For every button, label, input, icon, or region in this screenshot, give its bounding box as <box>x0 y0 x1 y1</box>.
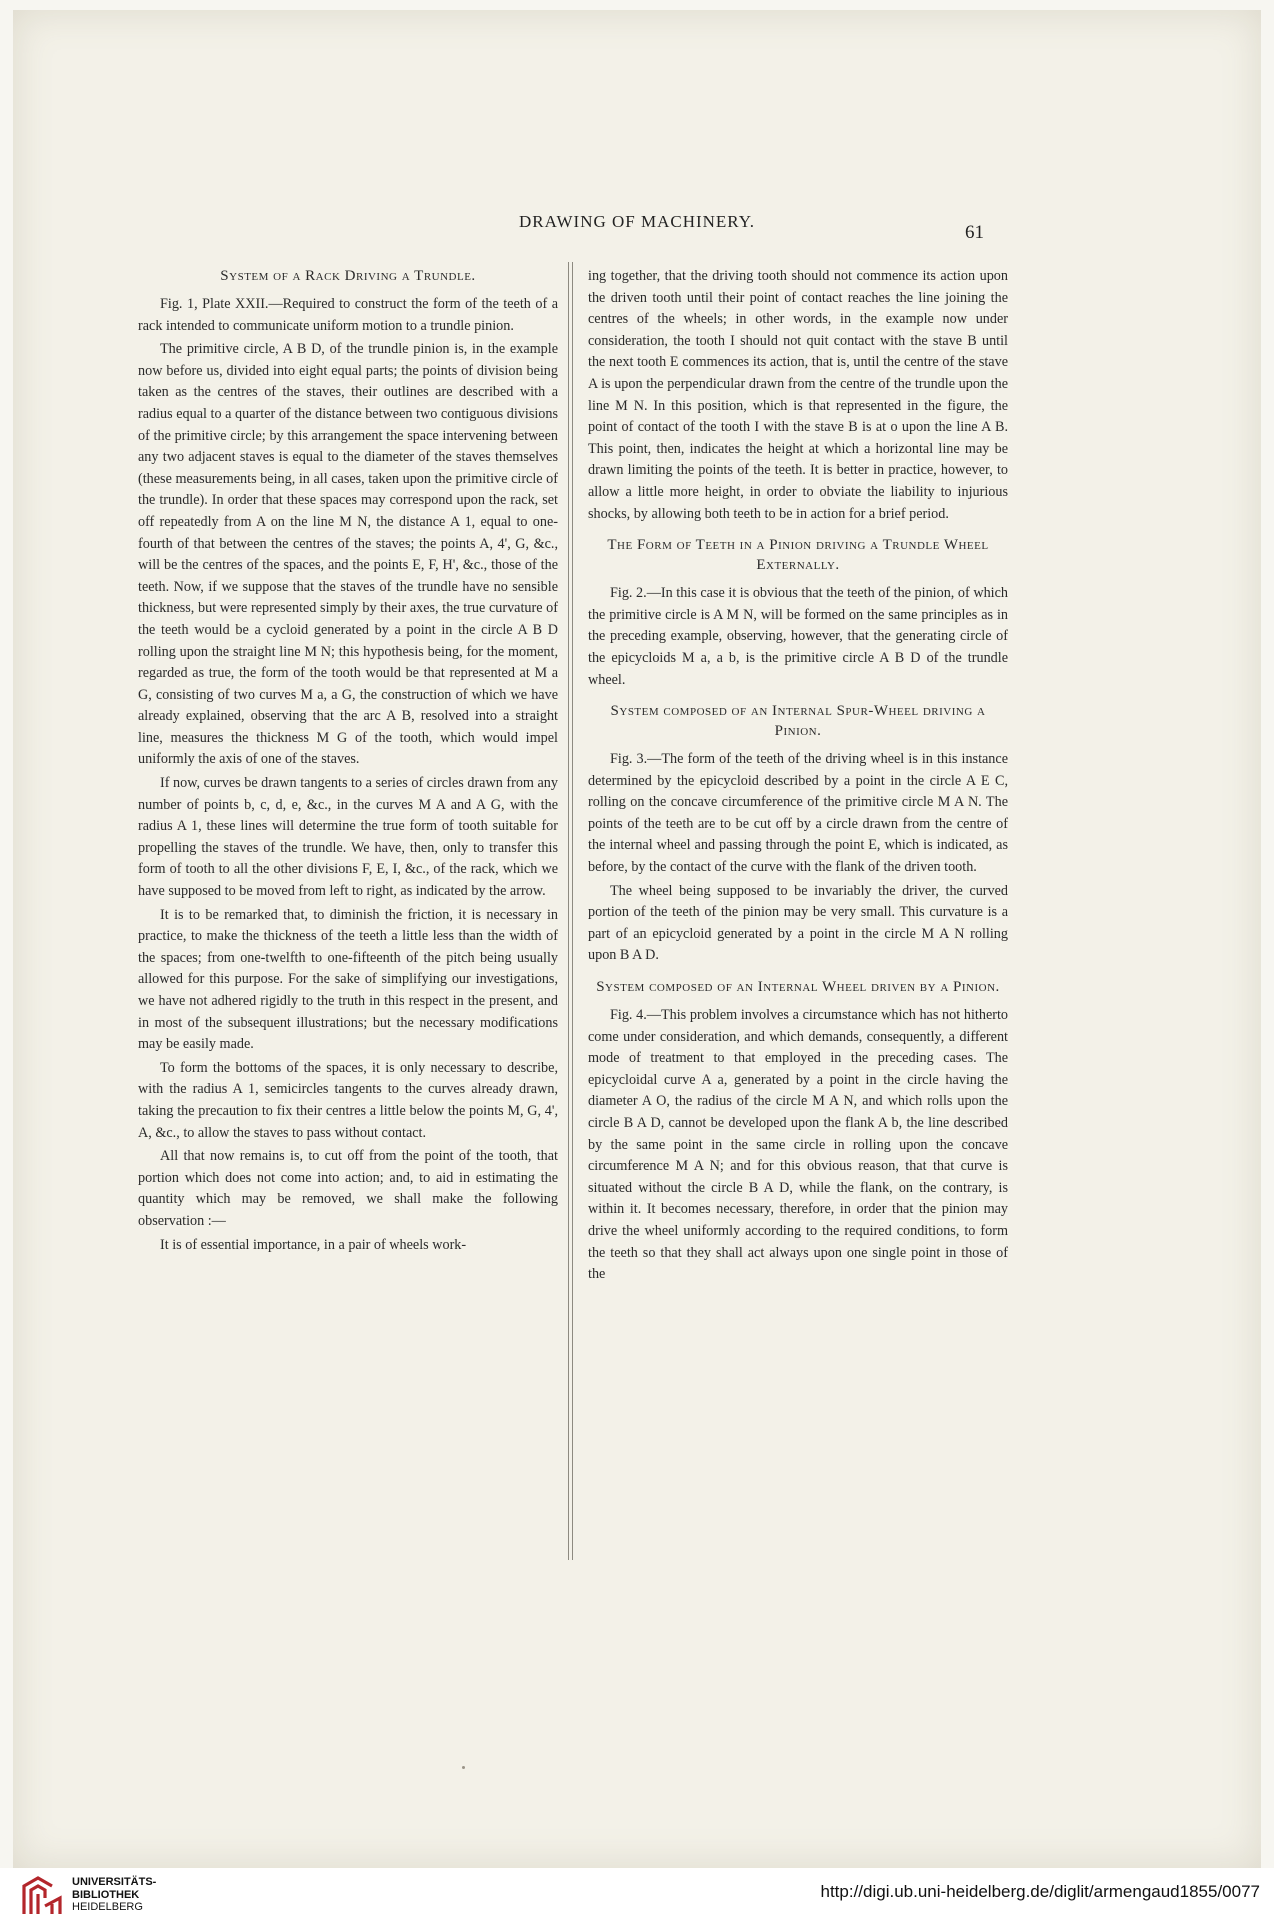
column-rule-left <box>568 262 569 1560</box>
page-number: 61 <box>965 222 984 243</box>
paragraph: It is to be remarked that, to diminish the friction, it is necessary in practice, to make the thickness of the teeth a little less than the width of the spaces; from one-twelfth to one-fifteenth of the pitch being usually allowed for this purpose. For the sake of simplifying our investigations, we have not adhered rigidly to the truth in this respect in the present, and in most of the subsequent illustrations; but the necessary modifications may be easily made. <box>138 906 558 1053</box>
section-heading: System composed of an Internal Spur-Wheel driving a Pinion. <box>610 703 986 740</box>
ub-heidelberg-logo-icon <box>20 1874 68 1918</box>
paragraph: Fig. 2.—In this case it is obvious that the teeth of the pinion, of which the primitive circle is A M N, will be formed on the same principles as in the preceding example, observing, however, that the generating circle of the epicycloids M a, a b, is the primitive circle A B D of the trundle wheel. <box>588 585 1008 688</box>
column-rule-right <box>572 262 573 1560</box>
paragraph: If now, curves be drawn tangents to a series of circles drawn from any number of points b, c, d, e, &c., in the curves M A and A G, with the radius A 1, these lines will determine the true form of tooth suitable for propelling the staves of the trundle. We have, then, only to transfer this form of tooth to all the other divisions F, E, I, &c., of the rack, which we have supposed to be moved from left to right, as indicated by the arrow. <box>138 775 558 900</box>
running-title: DRAWING OF MACHINERY. <box>518 212 756 231</box>
institution-line: HEIDELBERG <box>72 1901 143 1913</box>
paragraph: Fig. 4.—This problem involves a circumstance which has not hitherto come under consideration, and which demands, consequently, a different mode of treatment to that employed in the preceding cases. The epicycloidal curve A a, generated by a point in the circle having the diameter A O, the radius of the circle M A N, and which rolls upon the circle B A D, cannot be developed upon the flank A b, the line described by the same point in the same circle in rolling upon the concave circumference M A N; and for this obvious reason, that that curve is situated without the circle B A D, while the flank, on the contrary, is within it. It becomes necessary, therefore, in order that the pinion may drive the wheel uniformly according to the required conditions, to form the teeth so that they shall act always upon one single point in those of the <box>588 1007 1008 1283</box>
institution-line: BIBLIOTHEK <box>72 1888 140 1901</box>
section-heading: The Form of Teeth in a Pinion driving a Trundle Wheel Externally. <box>607 537 989 574</box>
institution-line: UNIVERSITÄTS- <box>72 1876 157 1888</box>
paragraph: ing together, that the driving tooth should not commence its action upon the driven tooth until their point of contact reaches the line joining the centres of the wheels; in other words, in the example now under consideration, the tooth I should not quit contact with the stave B until the next tooth E commences its action, that is, until the centre of the stave A is upon the perpendicular drawn from the centre of the trundle upon the line M N. In this position, which is that represented in the figure, the point of contact of the tooth I with the stave B is at o upon the line A B. This point, then, indicates the height at which a horizontal line may be drawn limiting the points of the teeth. It is better in practice, however, to allow a little more height, in order to obviate the liability to injurious shocks, by allowing both teeth to be in action for a brief period. <box>588 268 1008 522</box>
paragraph: The wheel being supposed to be invariably the driver, the curved portion of the teeth of the pinion may be very small. This curvature is a part of an epicycloid generated by a point in the circle M A N rolling upon B A D. <box>588 882 1008 964</box>
permalink-url[interactable]: http://digi.ub.uni-heidelberg.de/diglit/armengaud1855/0077 <box>820 1882 1260 1901</box>
paragraph: Fig. 1, Plate XXII.—Required to construct the form of the teeth of a rack intended to communicate uniform motion to a trundle pinion. <box>138 296 558 334</box>
right-column <box>588 266 1008 1286</box>
paragraph: Fig. 3.—The form of the teeth of the driving wheel is in this instance determined by the epicycloid described by a point in the circle A E C, rolling on the concave circumference of the primitive circle M A N. The points of the teeth are to be cut off by a circle drawn from the centre of the internal wheel and passing through the point E, which is indicated, as before, by the contact of the curve with the flank of the driven tooth. <box>588 751 1008 876</box>
paragraph: It is of essential importance, in a pair of wheels work- <box>160 1236 467 1253</box>
paragraph: The primitive circle, A B D, of the trundle pinion is, in the example now before us, divided into eight equal parts; the points of division being taken as the centres of the staves, their outlines are described with a radius equal to a quarter of the distance between two contiguous divisions of the primitive circle; by this arrangement the space intervening between any two adjacent staves is equal to the diameter of the staves themselves (these measurements being, in all cases, taken upon the primitive circle of the trundle). In order that these spaces may correspond upon the rack, set off repeatedly from A on the line M N, the distance A 1, equal to one-fourth of that between the centres of the staves; the points A, 4', G, &c., will be the centres of the spaces, and the points E, F, H', &c., those of the teeth. Now, if we suppose that the staves of the trundle have no sensible thickness, but were represented simply by their axes, the true curvature of the teeth would be a cycloid generated by a point in the circle A B D rolling upon the straight line M N; this hypothesis being, for the moment, regarded as true, the form of the tooth would be that represented at M a G, consisting of two curves M a, a G, the construction of which we have already explained, observing that the arc A B, resolved into a straight line, measures the thickness M G of the tooth, which would impel uniformly the axis of one of the staves. <box>138 341 558 768</box>
paragraph: All that now remains is, to cut off from the point of the tooth, that portion which does not come into action; and, to aid in estimating the quantity which may be removed, we shall make the following observation :— <box>138 1148 558 1229</box>
page-speck <box>462 1766 465 1769</box>
institution-name <box>72 1876 156 1914</box>
paragraph: To form the bottoms of the spaces, it is only necessary to describe, with the radius A 1, semicircles tangents to the curves already drawn, taking the precaution to fix their centres a little below the points M, G, 4', A, &c., to allow the staves to pass without contact. <box>138 1059 558 1141</box>
left-column <box>138 266 558 1256</box>
section-heading: System of a Rack Driving a Trundle. <box>220 268 476 284</box>
section-heading: System composed of an Internal Wheel driven by a Pinion. <box>596 979 1000 996</box>
